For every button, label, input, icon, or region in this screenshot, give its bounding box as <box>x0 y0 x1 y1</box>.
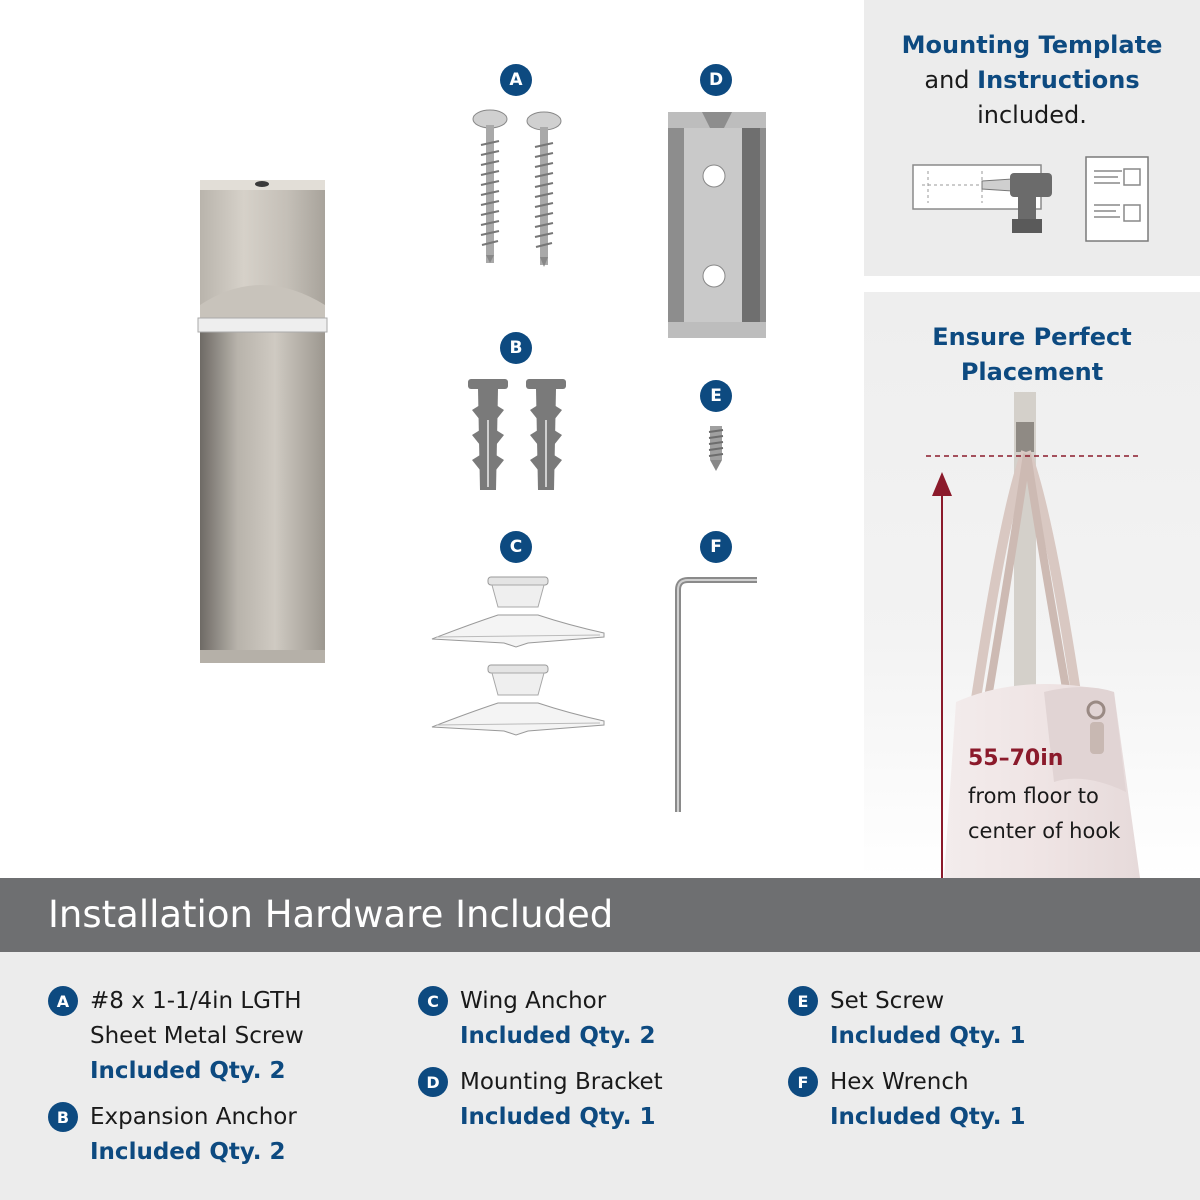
part-qty-e: Included Qty. 1 <box>830 1023 1026 1049</box>
height-range: 55–70in <box>968 746 1064 771</box>
part-name-a-line2: Sheet Metal Screw <box>90 1023 304 1049</box>
part-qty-f: Included Qty. 1 <box>830 1104 1026 1130</box>
part-item-a <box>48 984 378 1094</box>
badge-f: F <box>700 531 732 563</box>
hex-wrench-image <box>670 574 762 816</box>
part-qty-a: Included Qty. 2 <box>90 1058 286 1084</box>
wing-anchors-image <box>428 575 608 740</box>
section-header-bar <box>0 878 1200 952</box>
part-name-c: Wing Anchor <box>460 988 607 1014</box>
part-name-a-line1: #8 x 1-1/4in LGTH <box>90 988 302 1014</box>
mounting-template-panel <box>864 0 1200 276</box>
section-title: Installation Hardware Included <box>48 893 614 936</box>
expansion-anchors-image <box>460 375 575 495</box>
set-screw-image <box>704 424 728 474</box>
height-caption-line2: center of hook <box>968 819 1121 843</box>
part-badge-a: A <box>48 986 78 1016</box>
badge-c: C <box>500 531 532 563</box>
part-qty-c: Included Qty. 2 <box>460 1023 656 1049</box>
badge-b: B <box>500 332 532 364</box>
badge-a: A <box>500 64 532 96</box>
placement-title-line1: Ensure Perfect <box>932 323 1132 351</box>
template-line1: Mounting Template <box>901 31 1163 59</box>
part-item-f <box>788 1065 1118 1140</box>
part-qty-b: Included Qty. 2 <box>90 1139 286 1165</box>
part-name-e: Set Screw <box>830 988 945 1014</box>
part-qty-d: Included Qty. 1 <box>460 1104 656 1130</box>
mounting-bracket-image <box>662 108 772 343</box>
part-item-e <box>788 984 1118 1059</box>
part-badge-c: C <box>418 986 448 1016</box>
part-badge-e: E <box>788 986 818 1016</box>
parts-list <box>0 952 1200 1200</box>
towel-hook-image <box>190 175 340 670</box>
part-badge-d: D <box>418 1067 448 1097</box>
template-line2-plain: and <box>924 66 970 94</box>
badge-d: D <box>700 64 732 96</box>
part-item-d <box>418 1065 748 1140</box>
part-item-b <box>48 1100 378 1175</box>
part-name-b: Expansion Anchor <box>90 1104 297 1130</box>
part-name-d: Mounting Bracket <box>460 1069 663 1095</box>
template-and-drill-icon <box>912 155 1152 245</box>
template-line2-bold: Instructions <box>977 66 1140 94</box>
height-caption-line1: from floor to <box>968 784 1099 808</box>
part-badge-f: F <box>788 1067 818 1097</box>
part-item-c <box>418 984 748 1059</box>
badge-e: E <box>700 380 732 412</box>
placement-panel <box>864 292 1200 878</box>
part-name-f: Hex Wrench <box>830 1069 969 1095</box>
part-badge-b: B <box>48 1102 78 1132</box>
sheet-metal-screws-image <box>460 105 575 275</box>
placement-title-line2: Placement <box>960 358 1104 386</box>
template-line3: included. <box>977 101 1087 129</box>
